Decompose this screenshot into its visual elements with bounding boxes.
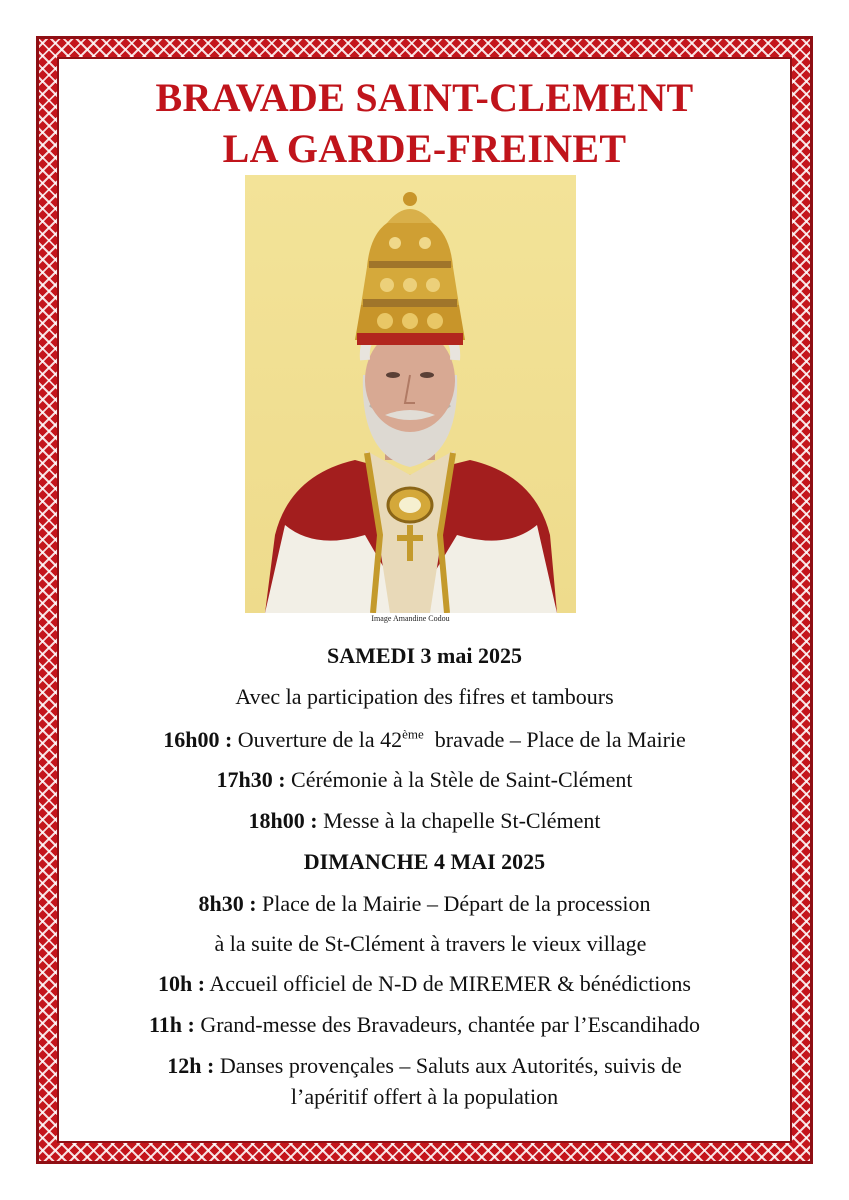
event-text: Messe à la chapelle St-Clément: [317, 808, 601, 833]
image-credit: Image Amandine Codou: [371, 614, 450, 623]
title-line-2: LA GARDE-FREINET: [222, 126, 627, 171]
event-text: Danses provençales – Saluts aux Autorités, suivis de: [214, 1053, 682, 1078]
event-17h30: [0, 769, 849, 791]
event-time: 11h :: [148, 1012, 195, 1037]
event-text: Place de la Mairie – Départ de la procession: [256, 891, 651, 916]
sunday-heading: DIMANCHE 4 MAI 2025: [303, 849, 546, 874]
event-text: Accueil officiel de N-D de MIREMER & bénédictions: [205, 971, 691, 996]
event-8h30: [0, 893, 849, 915]
event-text: Ouverture de la 42: [232, 727, 403, 752]
event-text-continued: bravade – Place de la Mairie: [423, 727, 686, 752]
event-text: Grand-messe des Bravadeurs, chantée par l’Escandihado: [194, 1012, 701, 1037]
event-18h00: [0, 810, 849, 832]
event-time: 16h00 :: [163, 727, 233, 752]
event-11h: [0, 1014, 849, 1036]
event-16h00: [0, 726, 849, 752]
event-time: 17h30 :: [216, 767, 286, 792]
ordinal-superscript: ème: [402, 726, 424, 742]
title-line-1: BRAVADE SAINT-CLEMENT: [155, 75, 694, 120]
event-time: 8h30 :: [198, 891, 257, 916]
event-10h: [0, 973, 849, 995]
event-time: 18h00 :: [248, 808, 318, 833]
event-time: 10h :: [158, 971, 206, 996]
saturday-heading: SAMEDI 3 mai 2025: [327, 643, 522, 668]
event-8h30-continuation: à la suite de St-Clément à travers le vieux village: [214, 931, 647, 956]
saturday-intro: Avec la participation des fifres et tambours: [235, 684, 614, 709]
event-time: 12h :: [167, 1053, 215, 1078]
event-text: Cérémonie à la Stèle de Saint-Clément: [285, 767, 633, 792]
event-12h: [0, 1055, 849, 1077]
event-12h-continuation: l’apéritif offert à la population: [290, 1084, 559, 1109]
saint-clement-bust-image: [245, 175, 576, 613]
